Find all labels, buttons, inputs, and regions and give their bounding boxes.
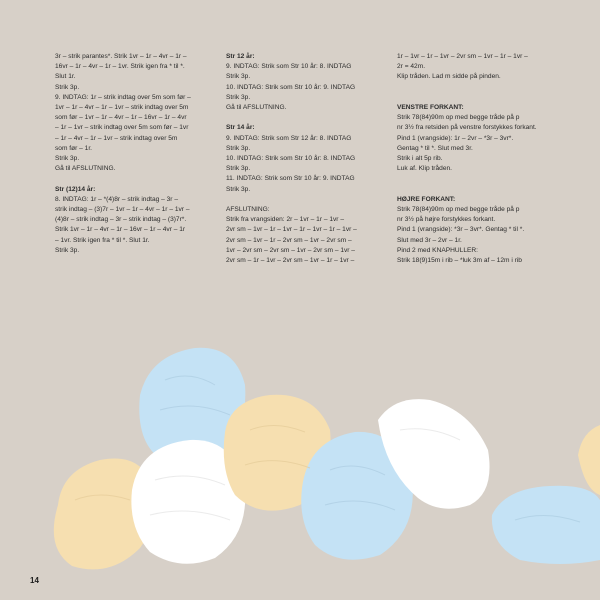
text-line: – 1r – 4vr – 1r – 1vr – strik indtag over 5m: [55, 134, 178, 142]
text-line: Strik fra vrangsiden: 2r – 1vr – 1r – 1vr –: [226, 216, 345, 224]
yarn-ball-yellow-right: [578, 425, 600, 495]
text-line: – 1r – 1vr – strik indtag over 5m som før – 1vr: [55, 124, 189, 132]
text-line: (4)8r – strik indtag – 3r – strik indtag – (3)7r*.: [55, 216, 187, 224]
text-line: 1vr – 2vr sm – 2vr sm – 1vr – 2vr sm – 1vr –: [226, 246, 355, 254]
text-line: AFSLUTNING:: [226, 206, 270, 214]
section-heading: Str 12 år:: [226, 53, 255, 60]
text-line: som før – 1vr – 1r – 4vr – 1r – 16vr – 1r – 4vr: [55, 114, 187, 122]
text-line: 3r – strik parantes*. Strik 1vr – 1r – 4vr – 1r –: [55, 53, 187, 60]
text-line: Slut med 3r – 2vr – 1r.: [397, 236, 462, 244]
text-line: 2vr sm – 1vr – 1r – 1vr – 1r – 1vr – 1r – 1vr –: [226, 226, 357, 234]
text-line: Strik 3p.: [226, 93, 251, 101]
text-line: 9. INDTAG: Strik som Str 12 år: 8. INDTAG: [226, 134, 352, 142]
text-line: 2vr sm – 1r – 1vr – 2vr sm – 1vr – 1r – 1vr –: [226, 257, 355, 265]
text-column-3: [397, 52, 557, 266]
text-column-1: [55, 52, 215, 256]
text-line: som før – 1r.: [55, 144, 93, 152]
text-line: Klip tråden. Lad m sidde på pinden.: [397, 73, 501, 81]
text-line: nr 3½ fra retsiden på venstre forstykkes forkant.: [397, 124, 537, 132]
text-line: Strik 3p.: [55, 83, 80, 91]
text-line: 11. INDTAG: Strik som Str 10 år: 9. INDTAG: [226, 175, 355, 183]
text-line: Strik i alt 5p rib.: [397, 155, 443, 162]
line-spacer: [397, 93, 557, 103]
line-spacer: [55, 174, 215, 184]
text-line: 10. INDTAG: Strik som Str 10 år: 8. INDTAG: [226, 155, 356, 163]
text-line: Strik 1vr – 1r – 4vr – 1r – 16vr – 1r – 4vr – 1r: [55, 226, 186, 234]
text-line: Pind 1 (vrangside): *3r – 3vr*. Gentag * til *.: [397, 226, 525, 234]
line-spacer: [226, 195, 386, 205]
text-line: Strik 3p.: [55, 155, 80, 163]
text-line: Strik 3p.: [226, 144, 251, 152]
text-column-2: [226, 52, 386, 266]
text-line: Pind 1 (vrangside): 1r – 2vr – *3r – 3vr*.: [397, 134, 514, 142]
line-spacer: [397, 185, 557, 195]
text-line: 16vr – 1r – 4vr – 1r – 1vr. Strik igen fra * til *.: [55, 63, 185, 71]
page-number: 14: [30, 576, 39, 585]
section-heading: Str 14 år:: [226, 124, 255, 132]
text-line: 9. INDTAG: Strik som Str 10 år: 8. INDTAG: [226, 63, 352, 71]
text-line: Strik 3p.: [55, 246, 80, 254]
text-line: strik indtag – (3)7r – 1vr – 1r – 4vr – 1r – 1vr –: [55, 206, 190, 214]
text-line: 8. INDTAG: 1r – *(4)8r – strik indtag – 3r –: [55, 195, 179, 203]
line-spacer: [397, 174, 557, 184]
text-line: 10. INDTAG: Strik som Str 10 år: 9. INDTAG: [226, 83, 356, 91]
text-line: Strik 3p.: [226, 165, 251, 173]
line-spacer: [397, 83, 557, 93]
text-line: Slut 1r.: [55, 73, 76, 81]
text-line: 2vr sm – 1vr – 1r – 2vr sm – 1vr – 2vr sm –: [226, 236, 352, 244]
text-line: – 1vr. Strik igen fra * til *. Slut 1r.: [55, 236, 150, 244]
text-line: Strik 18(9)15m i rib – *luk 3m af – 12m i rib: [397, 257, 522, 264]
text-line: Pind 2 med KNAPHULLER:: [397, 246, 478, 254]
text-line: Strik 3p.: [226, 185, 251, 193]
text-line: Gentag * til *. Slut med 3r.: [397, 144, 473, 152]
text-line: Strik 3p.: [226, 73, 251, 81]
section-heading: Str (12)14 år:: [55, 185, 96, 193]
section-heading: HØJRE FORKANT:: [397, 195, 456, 203]
text-line: nr 3½ på højre forstykkes forkant.: [397, 216, 496, 224]
text-line: 1vr – 1r – 4vr – 1r – 1vr – strik indtag over 5m: [55, 104, 189, 112]
text-line: Gå til AFSLUTNING.: [226, 104, 287, 112]
yarn-balls-illustration: [0, 330, 600, 600]
section-heading: VENSTRE FORKANT:: [397, 103, 464, 111]
text-line: 1r – 1vr – 1r – 1vr – 2vr sm – 1vr – 1r – 1vr –: [397, 53, 528, 60]
yarn-ball-blue-right: [492, 486, 600, 564]
line-spacer: [226, 113, 386, 123]
text-line: Strik 78(84)90m op med begge tråde på p: [397, 114, 520, 122]
text-line: Strik 78(84)90m op med begge tråde på p: [397, 205, 520, 213]
text-line: 9. INDTAG: 1r – strik indtag over 5m som før –: [55, 93, 191, 101]
text-line: Luk af. Klip tråden.: [397, 165, 452, 173]
text-line: Gå til AFSLUTNING.: [55, 165, 116, 173]
text-line: 2r = 42m.: [397, 63, 426, 71]
